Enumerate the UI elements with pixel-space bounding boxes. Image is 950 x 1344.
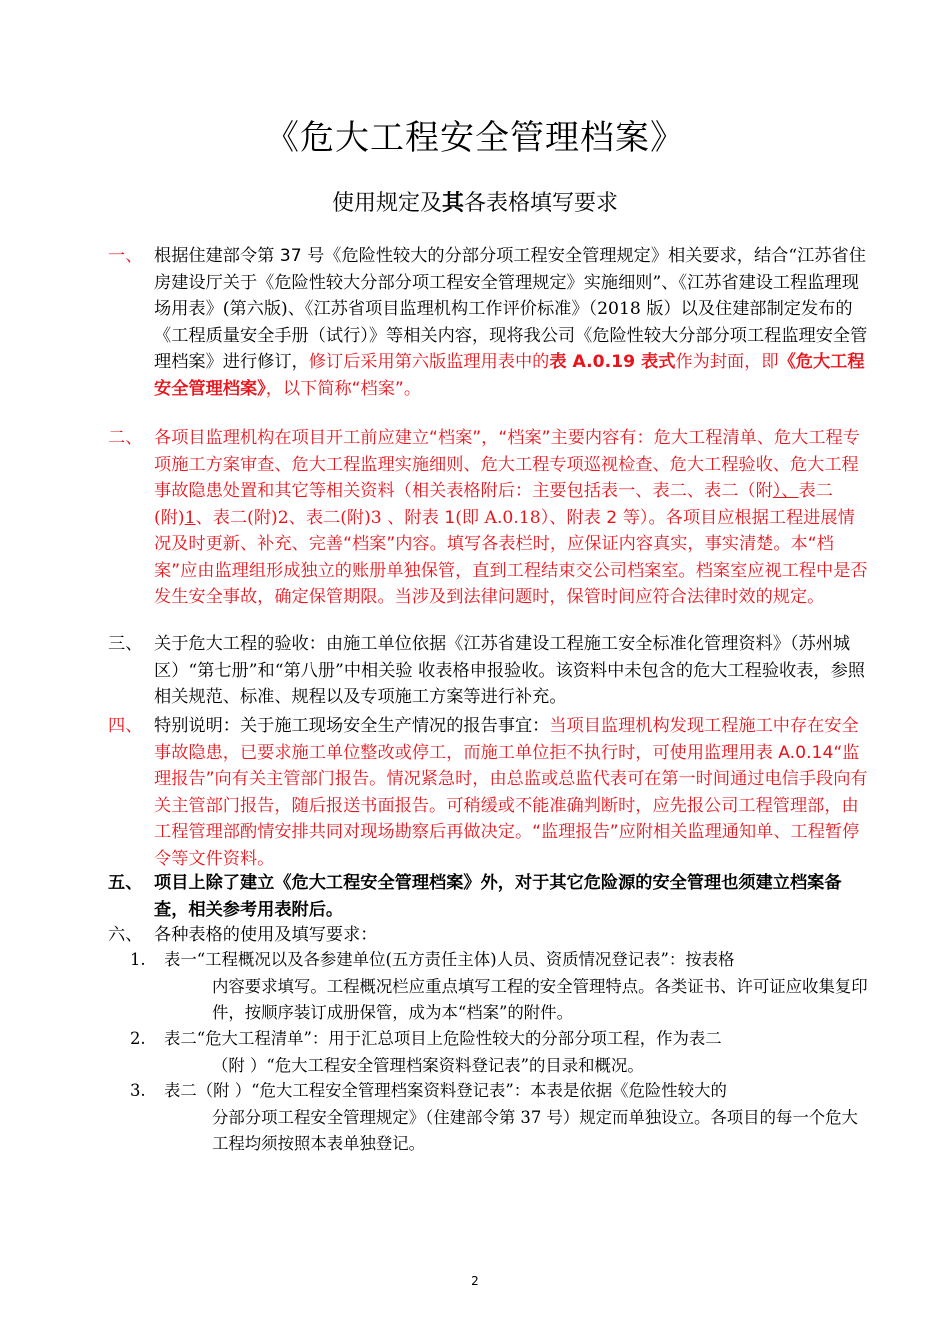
section-text: 《危大工程安全管理档案》 xyxy=(154,352,865,399)
section-3 xyxy=(108,631,868,711)
section-body xyxy=(154,425,868,611)
section-text: (即 A.0.18） xyxy=(455,507,550,528)
section-text: 、附表 2 等）。各项目应根据工程进展情况及时更新、补充、完善“档案”内容。填写各表栏时，应保证内容真实，事实清楚。本“档案”应由监理组形成独立的账册单独保管，直到工程结束交公司档案室。档案室应视工程中是否发生安全事故，确定保管期限。当涉及到法律问题时，保管时间应符合法律时效的规定。 xyxy=(154,507,868,607)
section-text: 修订后采用第六版监理用表中的 xyxy=(308,352,550,372)
section-text: 根据住建部令第 37 号《危险性较大的分部分项工程安全管理规定》相关要求，结合 xyxy=(154,246,789,266)
list-item xyxy=(130,947,868,1027)
section-2 xyxy=(108,425,868,611)
list-item-number: 3. xyxy=(130,1081,146,1100)
section-body xyxy=(154,243,868,402)
section-text: 表 A.0.19 表式 xyxy=(549,352,676,372)
list-item-first-line: 表一“工程概况以及各参建单位(五方责任主体)人员、资质情况登记表”：按表格 xyxy=(164,950,735,969)
section-number: 五、 xyxy=(108,873,143,893)
section-text: 申报验收。该资料中未包含的危大工程验收表，参照相关 xyxy=(154,660,865,707)
section-5 xyxy=(108,870,868,923)
section-text: 1 xyxy=(184,507,196,528)
section-text: 、表二(附)2、表二(附)3 、 xyxy=(195,507,405,528)
subtitle-part-b: 其 xyxy=(441,190,464,216)
section-4 xyxy=(108,713,868,872)
section-number: 一、 xyxy=(108,246,143,266)
list-item xyxy=(130,1078,868,1158)
section-number: 四、 xyxy=(108,716,143,736)
section-body: 项目上除了建立《危大工程安全管理档案》外，对于其它危险源的安全管理也须建立档案备查，相关参考用表附后。 xyxy=(154,873,842,920)
subtitle-part-a: 使用规定及 xyxy=(331,191,442,216)
list-item-continuation: （附 ）“危大工程安全管理档案资料登记表”的目录和概况。 xyxy=(212,1055,644,1075)
section-text: 作为封面，即 xyxy=(675,352,779,372)
section-body: 各种表格的使用及填写要求： xyxy=(154,925,378,945)
list-item-number: 2. xyxy=(130,1029,146,1048)
section-body xyxy=(154,631,868,711)
document-subtitle xyxy=(0,186,950,217)
section-text: 规范、标准、规程以及专项施工方案等进行补充。 xyxy=(188,687,567,707)
document-title: 《危大工程安全管理档案》 xyxy=(265,118,685,158)
list-item-first-line: 表二“危大工程清单”：用于汇总项目上危险性较大的分部分项工程，作为表二 xyxy=(164,1029,722,1048)
section-text: “江苏省住房建设厅关于《危险性较大分部分项工程安全管理规定》实施细则”、《江苏省建设工程监理现场用表》(第六版)、《江苏省项目监理机构工作评价标准》（2018 版）以及住建部制定发布的《工程质量安全手册（试行）》等相关内容，现将我公司《危险性较大分部分项工程监理安全管理档案》进行修订， xyxy=(154,246,868,372)
section-text: ，以下简称“档案”。 xyxy=(265,378,422,399)
page-number: 2 xyxy=(471,1274,479,1288)
section-1 xyxy=(108,243,868,402)
section-number: 六、 xyxy=(108,925,143,945)
section-text: 表二(附) xyxy=(154,481,833,528)
section-text: 当项目监理机构发现工程施工中存在安全事故隐患，已要求施工单位整改或停工，而施工单位拒不执行时，可使用监理用表 A.0.14“监理报告”向有关主管部门报告。情况紧急时，由总监或总监代表可在第一时间通过电信手段向有关主管部门报告，随后报送书面报告。可稍缓或不能准确判断时，应先报公司工程管理部，由工程管理部酌情安排共同对现场勘察后再做决定。“监理报告”应附相关监理通知单、工程暂停令等文件资料。 xyxy=(154,716,868,869)
list-item-continuation: 内容要求填写。工程概况栏应重点填写工程的安全管理特点。各类证书、许可证应收集复印件，按顺序装订成册保管，成为本“档案”的附件。 xyxy=(212,976,868,1022)
list-item-number: 1. xyxy=(130,950,146,969)
subtitle-part-c: 各表格填写要求 xyxy=(464,191,619,216)
section-text: 特别说明：关于施工现场安全生产情况的报告事宜： xyxy=(154,716,550,736)
section-body xyxy=(154,713,868,872)
section-text: 附表 1 xyxy=(404,507,456,528)
list-item xyxy=(130,1026,868,1079)
section-number: 三、 xyxy=(108,634,143,654)
section-number: 二、 xyxy=(108,428,143,448)
section-text: 《江苏省建设工程施工安全标准化管理资料》（苏州城区）“第七册”和“第八册”中相关验 收表格 xyxy=(154,634,851,681)
section-6 xyxy=(108,922,868,949)
section-text: 各项目监理机构在项目开工前应建立“档案”，“档案”主要内容有：危大工程清单、危大工程专项施工方案审查、危大工程监理实施细则、危大工程专项巡视检查、危大工程验收、危大工程事故隐患处置和其它等相关资料（相关表格附后：主要包括表一、表二、表二（附 xyxy=(154,428,860,501)
section-text: ）、 xyxy=(772,481,799,501)
list-item-continuation: 分部分项工程安全管理规定》（住建部令第 37 号）规定而单独设立。各项目的每一个危大工程均须按照本表单独登记。 xyxy=(212,1107,858,1153)
section-text: 关于危大工程的验收：由施工单位依据 xyxy=(154,634,447,654)
list-item-first-line: 表二（附 ）“危大工程安全管理档案资料登记表”：本表是依据《危险性较大的 xyxy=(164,1081,727,1100)
